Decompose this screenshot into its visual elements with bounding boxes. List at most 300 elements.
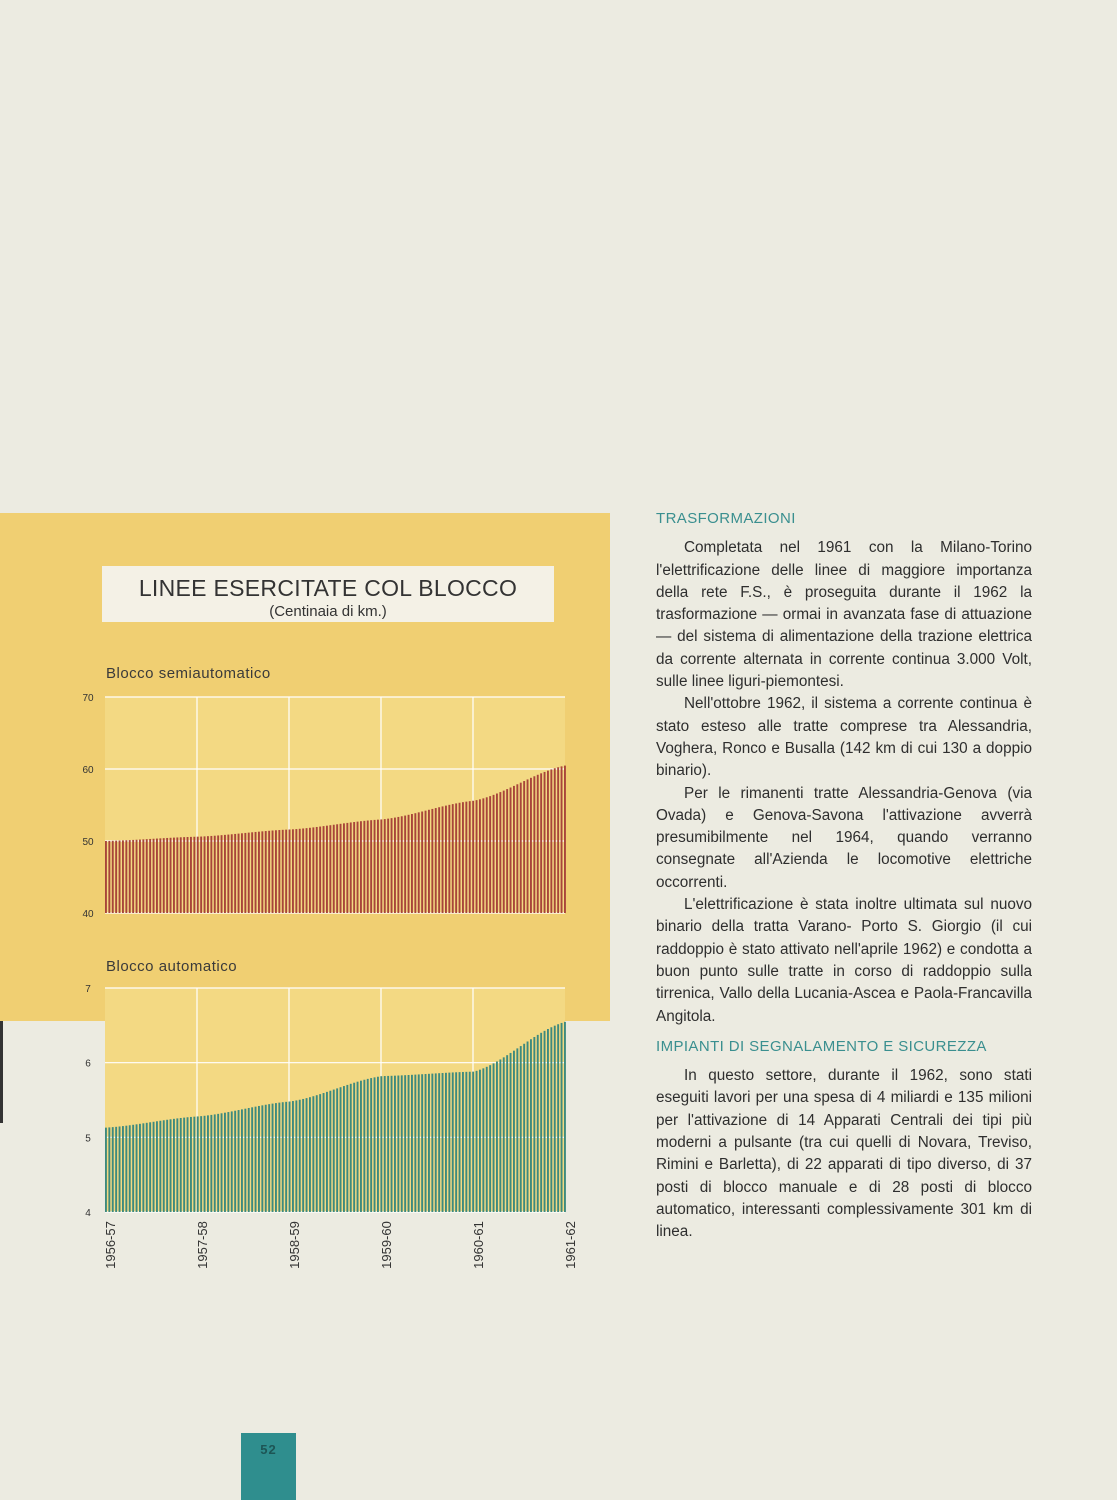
y-tick-label-semiautomatico: 40 bbox=[82, 909, 94, 920]
bar-automatico bbox=[139, 1124, 141, 1212]
bar-semiautomatico bbox=[561, 766, 563, 913]
bar-automatico bbox=[503, 1057, 505, 1212]
bar-semiautomatico bbox=[156, 839, 158, 913]
bar-automatico bbox=[153, 1122, 155, 1212]
bar-automatico bbox=[472, 1072, 474, 1212]
bar-semiautomatico bbox=[183, 837, 185, 913]
chart-svg bbox=[0, 0, 610, 1269]
bar-semiautomatico bbox=[516, 784, 518, 913]
bar-semiautomatico bbox=[428, 810, 430, 913]
y-tick-label-semiautomatico: 70 bbox=[82, 693, 94, 704]
bar-semiautomatico bbox=[306, 828, 308, 913]
bar-semiautomatico bbox=[493, 795, 495, 913]
bar-automatico bbox=[462, 1072, 464, 1212]
bar-semiautomatico bbox=[329, 825, 331, 913]
bar-automatico bbox=[479, 1070, 481, 1212]
bar-semiautomatico bbox=[204, 836, 206, 913]
series-label-automatico: Blocco automatico bbox=[106, 958, 238, 975]
bar-automatico bbox=[115, 1127, 117, 1212]
bar-semiautomatico bbox=[346, 823, 348, 913]
bar-automatico bbox=[187, 1117, 189, 1212]
bar-automatico bbox=[306, 1098, 308, 1212]
x-tick-label: 1959-60 bbox=[379, 1221, 394, 1269]
bar-automatico bbox=[309, 1097, 311, 1212]
bar-automatico bbox=[465, 1072, 467, 1212]
x-tick-label: 1956-57 bbox=[103, 1221, 118, 1269]
bar-semiautomatico bbox=[527, 779, 529, 913]
bar-semiautomatico bbox=[132, 840, 134, 913]
bar-semiautomatico bbox=[363, 821, 365, 913]
y-tick-label-automatico: 6 bbox=[85, 1058, 91, 1070]
bar-semiautomatico bbox=[479, 799, 481, 913]
bar-automatico bbox=[295, 1100, 297, 1212]
bar-semiautomatico bbox=[234, 834, 236, 913]
bar-semiautomatico bbox=[323, 826, 325, 913]
bar-semiautomatico bbox=[360, 821, 362, 913]
bar-semiautomatico bbox=[550, 769, 552, 913]
bar-automatico bbox=[564, 1022, 566, 1212]
x-tick-label: 1957-58 bbox=[195, 1221, 210, 1269]
bar-semiautomatico bbox=[496, 794, 498, 913]
bar-automatico bbox=[132, 1125, 134, 1212]
bar-semiautomatico bbox=[408, 815, 410, 913]
text-column bbox=[656, 508, 1032, 1244]
bar-semiautomatico bbox=[224, 835, 226, 913]
x-tick-label: 1958-59 bbox=[287, 1221, 302, 1269]
bar-automatico bbox=[340, 1087, 342, 1212]
bar-semiautomatico bbox=[163, 838, 165, 913]
x-tick-label: 1961-62 bbox=[563, 1221, 578, 1269]
bar-semiautomatico bbox=[489, 796, 491, 913]
bar-automatico bbox=[445, 1073, 447, 1212]
heading-trasformazioni: TRASFORMAZIONI bbox=[656, 510, 796, 527]
bar-semiautomatico bbox=[295, 829, 297, 913]
bar-semiautomatico bbox=[418, 812, 420, 913]
bar-automatico bbox=[554, 1026, 556, 1212]
bar-automatico bbox=[319, 1094, 321, 1212]
bar-automatico bbox=[459, 1072, 461, 1212]
bar-automatico bbox=[414, 1075, 416, 1212]
bar-automatico bbox=[241, 1109, 243, 1212]
bar-semiautomatico bbox=[411, 814, 413, 913]
bar-semiautomatico bbox=[486, 797, 488, 913]
bar-automatico bbox=[244, 1109, 246, 1212]
bar-semiautomatico bbox=[343, 823, 345, 913]
bar-semiautomatico bbox=[445, 806, 447, 913]
bar-automatico bbox=[112, 1127, 114, 1212]
bar-semiautomatico bbox=[146, 839, 148, 913]
bar-automatico bbox=[323, 1093, 325, 1212]
bar-automatico bbox=[513, 1051, 515, 1212]
bar-automatico bbox=[476, 1071, 478, 1212]
bar-semiautomatico bbox=[187, 837, 189, 913]
bar-automatico bbox=[173, 1119, 175, 1212]
bar-semiautomatico bbox=[210, 836, 212, 913]
bar-automatico bbox=[540, 1033, 542, 1212]
bar-automatico bbox=[299, 1100, 301, 1212]
bar-automatico bbox=[435, 1073, 437, 1212]
bar-automatico bbox=[428, 1074, 430, 1212]
bar-automatico bbox=[312, 1096, 314, 1212]
bar-semiautomatico bbox=[197, 837, 199, 913]
bar-automatico bbox=[326, 1092, 328, 1212]
bar-automatico bbox=[336, 1088, 338, 1212]
bar-automatico bbox=[217, 1114, 219, 1212]
bar-automatico bbox=[221, 1113, 223, 1212]
bar-automatico bbox=[343, 1086, 345, 1212]
x-axis-labels bbox=[103, 1221, 578, 1269]
bar-automatico bbox=[404, 1075, 406, 1212]
bar-semiautomatico bbox=[442, 806, 444, 913]
bar-automatico bbox=[397, 1076, 399, 1212]
bar-automatico bbox=[265, 1105, 267, 1212]
bar-semiautomatico bbox=[544, 772, 546, 913]
bar-semiautomatico bbox=[251, 832, 253, 913]
bar-semiautomatico bbox=[142, 839, 144, 913]
bar-automatico bbox=[142, 1123, 144, 1212]
bar-automatico bbox=[122, 1126, 124, 1212]
series-label-semiautomatico: Blocco semiautomatico bbox=[106, 665, 271, 682]
bar-automatico bbox=[401, 1075, 403, 1212]
bar-automatico bbox=[418, 1074, 420, 1212]
bar-semiautomatico bbox=[105, 841, 107, 913]
bar-semiautomatico bbox=[431, 809, 433, 913]
bar-semiautomatico bbox=[465, 802, 467, 913]
bar-automatico bbox=[442, 1073, 444, 1212]
bar-automatico bbox=[231, 1111, 233, 1212]
bar-automatico bbox=[210, 1115, 212, 1212]
bar-semiautomatico bbox=[380, 819, 382, 913]
y-tick-label-automatico: 7 bbox=[85, 984, 91, 995]
bar-semiautomatico bbox=[176, 837, 178, 913]
bar-semiautomatico bbox=[244, 833, 246, 913]
bar-semiautomatico bbox=[530, 778, 532, 913]
bar-automatico bbox=[363, 1080, 365, 1212]
bar-automatico bbox=[516, 1048, 518, 1212]
bar-automatico bbox=[258, 1106, 260, 1212]
bar-semiautomatico bbox=[564, 766, 566, 913]
bar-semiautomatico bbox=[472, 801, 474, 913]
bar-semiautomatico bbox=[462, 802, 464, 913]
bar-automatico bbox=[146, 1123, 148, 1212]
bar-automatico bbox=[156, 1121, 158, 1212]
bar-automatico bbox=[108, 1127, 110, 1212]
paragraph-1: Completata nel 1961 con la Milano-Torino l'elettrificazione delle linee di maggiore importanza della rete F.S., è proseguita durante il 1962 la trasformazione — ormai in avanzata fase di attuazione — del sistema di alimentazione della trazione elettrica da corrente alternata in corrente continua 3.000 Volt, sulle linee liguri-piemontesi. bbox=[656, 539, 1032, 691]
paragraph-2: Nell'ottobre 1962, il sistema a corrente continua è stato esteso alle tratte comprese tra Alessandria, Voghera, Ronco e Busalla (142 km di cui 130 a doppio binario). bbox=[656, 695, 1032, 780]
bar-semiautomatico bbox=[299, 829, 301, 913]
bar-automatico bbox=[489, 1065, 491, 1212]
bar-semiautomatico bbox=[387, 819, 389, 913]
bar-semiautomatico bbox=[513, 786, 515, 913]
bar-automatico bbox=[544, 1031, 546, 1212]
bar-semiautomatico bbox=[482, 798, 484, 913]
bar-semiautomatico bbox=[200, 837, 202, 913]
bar-automatico bbox=[496, 1061, 498, 1212]
bar-semiautomatico bbox=[469, 801, 471, 913]
bar-automatico bbox=[452, 1072, 454, 1212]
bar-automatico bbox=[224, 1113, 226, 1212]
bar-semiautomatico bbox=[217, 835, 219, 913]
bar-automatico bbox=[207, 1115, 209, 1212]
bar-semiautomatico bbox=[377, 820, 379, 913]
bar-semiautomatico bbox=[326, 826, 328, 913]
bar-semiautomatico bbox=[238, 834, 240, 913]
bar-semiautomatico bbox=[129, 840, 131, 913]
bar-automatico bbox=[425, 1074, 427, 1212]
bar-semiautomatico bbox=[523, 781, 525, 913]
bar-semiautomatico bbox=[455, 803, 457, 913]
bar-automatico bbox=[408, 1075, 410, 1212]
bar-automatico bbox=[255, 1107, 257, 1212]
bar-semiautomatico bbox=[425, 811, 427, 913]
bar-automatico bbox=[180, 1118, 182, 1212]
y-tick-label-automatico: 5 bbox=[85, 1133, 91, 1145]
bar-semiautomatico bbox=[258, 832, 260, 913]
bar-automatico bbox=[380, 1076, 382, 1212]
bar-automatico bbox=[275, 1103, 277, 1212]
bar-semiautomatico bbox=[476, 800, 478, 913]
bar-semiautomatico bbox=[319, 827, 321, 913]
bar-semiautomatico bbox=[503, 791, 505, 913]
bar-automatico bbox=[482, 1068, 484, 1212]
bar-semiautomatico bbox=[227, 835, 229, 913]
bar-automatico bbox=[329, 1091, 331, 1212]
bar-automatico bbox=[166, 1120, 168, 1212]
bar-semiautomatico bbox=[452, 804, 454, 913]
bar-automatico bbox=[183, 1118, 185, 1212]
bar-semiautomatico bbox=[241, 833, 243, 913]
bar-automatico bbox=[105, 1128, 107, 1212]
bar-semiautomatico bbox=[193, 837, 195, 913]
bar-automatico bbox=[377, 1077, 379, 1212]
bar-automatico bbox=[204, 1116, 206, 1212]
y-tick-label-semiautomatico: 60 bbox=[82, 765, 94, 776]
bar-automatico bbox=[289, 1102, 291, 1212]
bar-semiautomatico bbox=[510, 788, 512, 913]
bar-semiautomatico bbox=[340, 824, 342, 913]
bar-semiautomatico bbox=[190, 837, 192, 913]
chart-subtitle: (Centinaia di km.) bbox=[269, 603, 387, 620]
bar-semiautomatico bbox=[459, 803, 461, 913]
bar-semiautomatico bbox=[370, 820, 372, 913]
bar-semiautomatico bbox=[357, 822, 359, 913]
bar-automatico bbox=[455, 1072, 457, 1212]
bar-semiautomatico bbox=[248, 833, 250, 913]
bar-semiautomatico bbox=[499, 792, 501, 913]
bar-automatico bbox=[193, 1117, 195, 1212]
bar-automatico bbox=[537, 1035, 539, 1212]
bar-semiautomatico bbox=[353, 822, 355, 913]
bar-automatico bbox=[421, 1074, 423, 1212]
bar-semiautomatico bbox=[221, 835, 223, 913]
bar-automatico bbox=[523, 1044, 525, 1212]
bar-automatico bbox=[561, 1023, 563, 1212]
bar-automatico bbox=[530, 1039, 532, 1212]
bar-automatico bbox=[431, 1074, 433, 1212]
bar-semiautomatico bbox=[520, 783, 522, 913]
bar-semiautomatico bbox=[173, 838, 175, 913]
bar-automatico bbox=[176, 1118, 178, 1212]
bar-automatico bbox=[391, 1076, 393, 1212]
y-tick-label-semiautomatico: 50 bbox=[82, 837, 94, 848]
bar-semiautomatico bbox=[374, 820, 376, 913]
bar-automatico bbox=[333, 1090, 335, 1212]
bar-semiautomatico bbox=[554, 768, 556, 913]
bar-semiautomatico bbox=[159, 838, 161, 913]
bar-semiautomatico bbox=[136, 840, 138, 913]
bar-semiautomatico bbox=[289, 829, 291, 913]
bar-automatico bbox=[346, 1085, 348, 1212]
bar-semiautomatico bbox=[435, 808, 437, 913]
bar-automatico bbox=[469, 1072, 471, 1212]
bar-semiautomatico bbox=[350, 822, 352, 913]
bar-semiautomatico bbox=[261, 831, 263, 913]
bar-automatico bbox=[353, 1083, 355, 1212]
bar-semiautomatico bbox=[537, 775, 539, 913]
y-tick-label-automatico: 4 bbox=[85, 1208, 91, 1219]
bar-automatico bbox=[360, 1081, 362, 1212]
bar-automatico bbox=[214, 1114, 216, 1212]
bar-automatico bbox=[370, 1078, 372, 1212]
bar-automatico bbox=[302, 1099, 304, 1212]
bar-automatico bbox=[282, 1102, 284, 1212]
bar-semiautomatico bbox=[333, 825, 335, 913]
bar-semiautomatico bbox=[268, 831, 270, 913]
bar-automatico bbox=[367, 1079, 369, 1212]
heading-impianti: IMPIANTI DI SEGNALAMENTO E SICUREZZA bbox=[656, 1037, 987, 1055]
bar-automatico bbox=[387, 1076, 389, 1212]
bar-semiautomatico bbox=[367, 821, 369, 913]
bar-semiautomatico bbox=[180, 837, 182, 913]
bar-semiautomatico bbox=[265, 831, 267, 913]
bar-semiautomatico bbox=[506, 789, 508, 913]
bar-automatico bbox=[248, 1108, 250, 1212]
bar-automatico bbox=[261, 1105, 263, 1212]
bar-automatico bbox=[238, 1110, 240, 1212]
bar-automatico bbox=[493, 1063, 495, 1212]
bar-automatico bbox=[557, 1024, 559, 1212]
bar-automatico bbox=[119, 1126, 121, 1212]
bar-semiautomatico bbox=[316, 827, 318, 913]
bar-automatico bbox=[316, 1095, 318, 1212]
bar-semiautomatico bbox=[125, 840, 127, 913]
bar-semiautomatico bbox=[275, 830, 277, 913]
bar-semiautomatico bbox=[139, 840, 141, 913]
bar-automatico bbox=[125, 1126, 127, 1212]
bar-semiautomatico bbox=[414, 813, 416, 913]
bar-semiautomatico bbox=[149, 839, 151, 913]
bar-semiautomatico bbox=[547, 771, 549, 913]
bar-automatico bbox=[136, 1124, 138, 1212]
bar-semiautomatico bbox=[448, 805, 450, 913]
bar-automatico bbox=[227, 1112, 229, 1212]
bar-semiautomatico bbox=[170, 838, 172, 913]
bar-automatico bbox=[506, 1055, 508, 1212]
paragraph-5: In questo settore, durante il 1962, sono stati eseguiti lavori per una spesa di 4 miliardi e 135 milioni per l'attivazione di 14 Apparati Centrali dei tipi più moderni a pulsante (tra cui quelli di Novara, Treviso, Rimini e Barletta), di 22 apparati di tipo diverso, di 37 posti di blocco manuale e di 28 posti di blocco automatico, interessanti complessivamente 301 km di linea. bbox=[656, 1067, 1032, 1241]
paragraph-3: Per le rimanenti tratte Alessandria-Genova (via Ovada) e Genova-Savona l'attivazione avverrà presumibilmente nel 1964, quando verranno consegnate all'Azienda le locomotive elettriche occorrenti. bbox=[656, 784, 1032, 891]
bar-semiautomatico bbox=[122, 840, 124, 913]
bar-automatico bbox=[374, 1077, 376, 1212]
bar-automatico bbox=[200, 1116, 202, 1212]
bar-semiautomatico bbox=[119, 841, 121, 913]
bar-automatico bbox=[129, 1125, 131, 1212]
bar-automatico bbox=[197, 1116, 199, 1212]
paragraph-4: L'elettrificazione è stata inoltre ultimata sul nuovo binario della tratta Varano- Porto S. Giorgio (il cui raddoppio è stato attivato nell'aprile 1962) e condotta a buon punto sulle tratte in corso di raddoppio sulla tirrenica, Vallo della Lucania-Ascea e Paola-Francavilla Angitola. bbox=[656, 896, 1032, 1025]
x-tick-label: 1960-61 bbox=[471, 1221, 486, 1269]
chart-title: LINEE ESERCITATE COL BLOCCO bbox=[138, 575, 518, 601]
bar-automatico bbox=[170, 1119, 172, 1212]
bar-semiautomatico bbox=[207, 836, 209, 913]
bar-semiautomatico bbox=[272, 830, 274, 913]
bar-automatico bbox=[411, 1075, 413, 1212]
bar-automatico bbox=[149, 1122, 151, 1212]
bar-automatico bbox=[384, 1076, 386, 1212]
bar-automatico bbox=[547, 1029, 549, 1212]
bar-automatico bbox=[292, 1101, 294, 1212]
chart-automatico bbox=[85, 984, 566, 1219]
bar-automatico bbox=[448, 1073, 450, 1212]
bar-semiautomatico bbox=[401, 816, 403, 913]
bar-semiautomatico bbox=[391, 818, 393, 913]
bar-semiautomatico bbox=[404, 816, 406, 913]
bar-automatico bbox=[357, 1082, 359, 1212]
bar-semiautomatico bbox=[112, 841, 114, 913]
bar-semiautomatico bbox=[282, 830, 284, 913]
bar-automatico bbox=[251, 1107, 253, 1212]
bar-semiautomatico bbox=[438, 807, 440, 913]
bar-automatico bbox=[510, 1053, 512, 1212]
bar-semiautomatico bbox=[540, 773, 542, 913]
bar-automatico bbox=[486, 1067, 488, 1212]
bar-semiautomatico bbox=[302, 828, 304, 913]
bar-semiautomatico bbox=[421, 812, 423, 913]
page-number: 52 bbox=[241, 1433, 296, 1500]
bar-semiautomatico bbox=[557, 767, 559, 913]
bar-automatico bbox=[438, 1073, 440, 1212]
bar-automatico bbox=[190, 1117, 192, 1212]
bar-semiautomatico bbox=[278, 830, 280, 913]
bar-automatico bbox=[163, 1120, 165, 1212]
bar-automatico bbox=[394, 1076, 396, 1212]
bar-semiautomatico bbox=[336, 824, 338, 913]
chart-semiautomatico bbox=[82, 693, 565, 920]
bar-automatico bbox=[268, 1104, 270, 1212]
bar-semiautomatico bbox=[397, 817, 399, 913]
bar-semiautomatico bbox=[214, 836, 216, 913]
bar-semiautomatico bbox=[533, 776, 535, 913]
bar-automatico bbox=[159, 1121, 161, 1212]
bar-semiautomatico bbox=[394, 818, 396, 913]
bar-semiautomatico bbox=[108, 841, 110, 913]
bar-semiautomatico bbox=[384, 819, 386, 913]
bar-semiautomatico bbox=[115, 841, 117, 913]
bar-automatico bbox=[285, 1102, 287, 1212]
bar-semiautomatico bbox=[166, 838, 168, 913]
bar-automatico bbox=[278, 1103, 280, 1212]
bar-automatico bbox=[234, 1111, 236, 1212]
bar-automatico bbox=[272, 1104, 274, 1212]
bar-automatico bbox=[350, 1084, 352, 1212]
bar-automatico bbox=[527, 1041, 529, 1212]
bar-semiautomatico bbox=[312, 827, 314, 913]
bar-automatico bbox=[520, 1046, 522, 1212]
bar-automatico bbox=[499, 1059, 501, 1212]
bar-semiautomatico bbox=[231, 834, 233, 913]
bar-automatico bbox=[550, 1027, 552, 1212]
bar-automatico bbox=[533, 1037, 535, 1212]
bar-semiautomatico bbox=[153, 839, 155, 913]
bar-semiautomatico bbox=[292, 829, 294, 913]
